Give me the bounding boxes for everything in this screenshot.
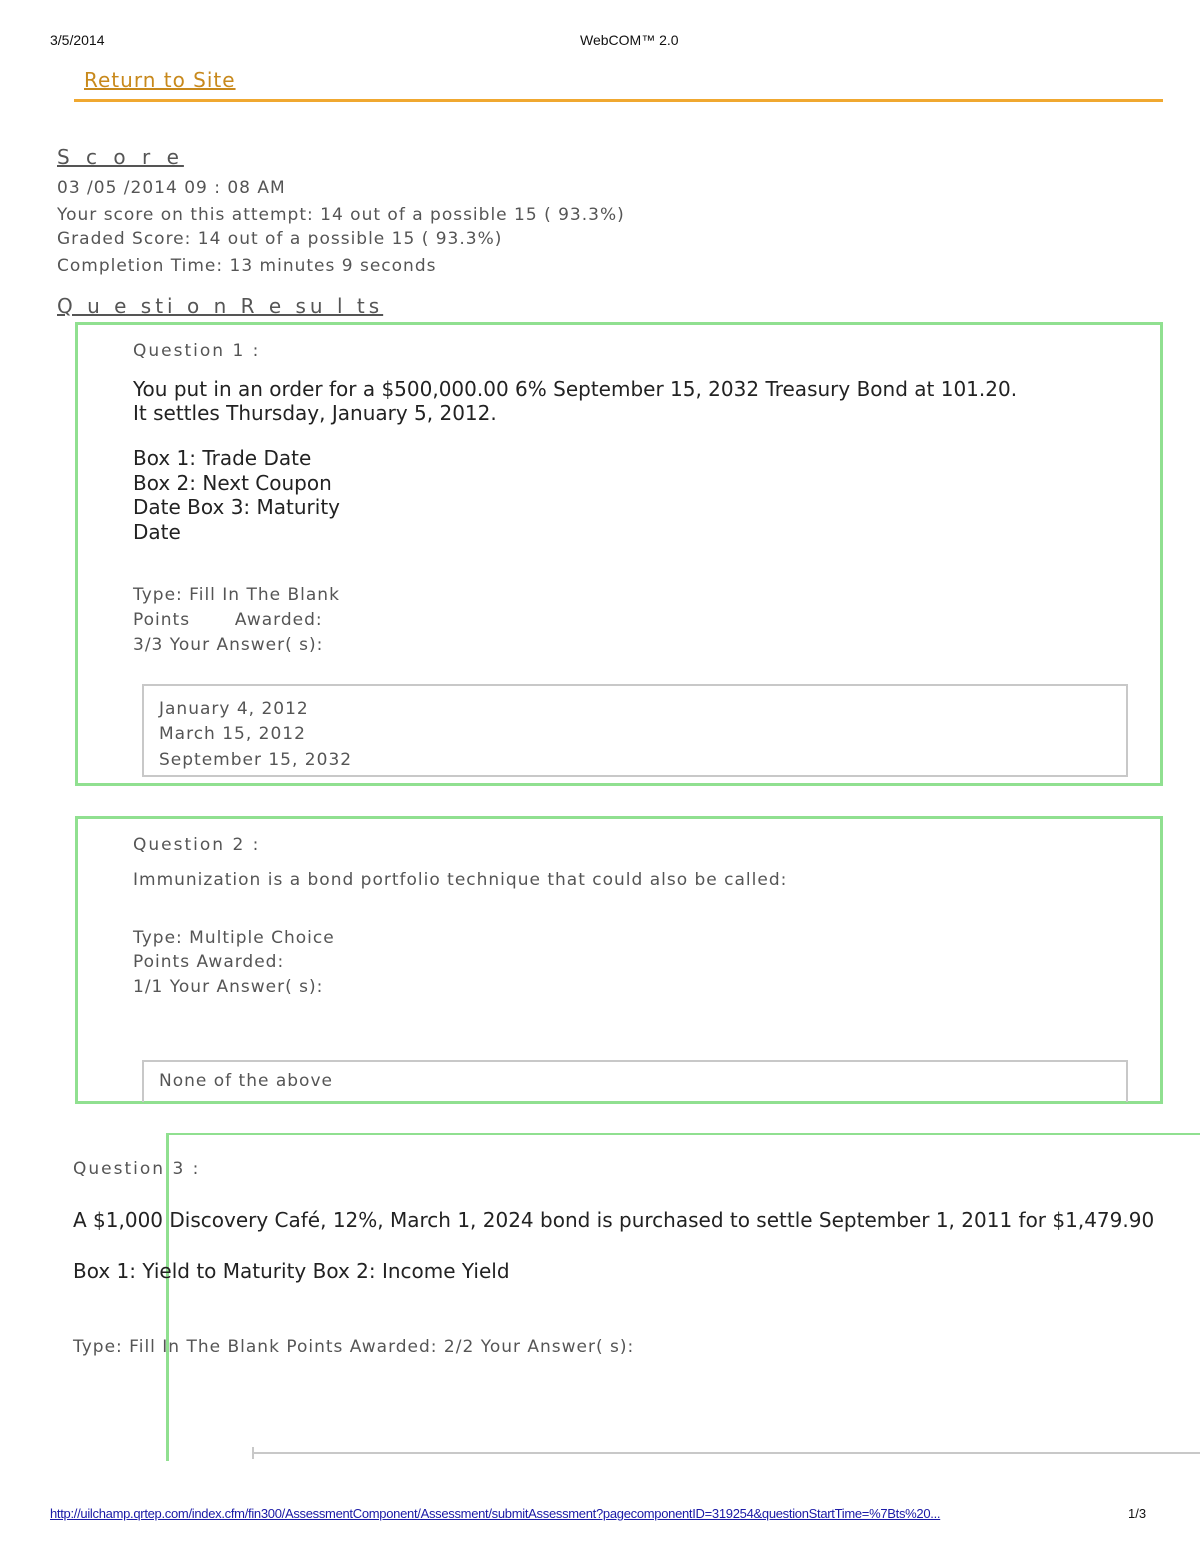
question-2-points-answer-label: 1/1 Your Answer( s): xyxy=(133,977,324,997)
question-3-answer-box-top xyxy=(252,1452,1200,1454)
graded-score: Graded Score: 14 out of a possible 15 ( 93.3%) xyxy=(57,229,503,249)
question-2-type: Type: Multiple Choice xyxy=(133,928,335,948)
question-2-text: Immunization is a bond portfolio technique that could also be called: xyxy=(133,870,788,890)
question-1-text: Box 2: Next Coupon xyxy=(133,471,332,495)
header-divider xyxy=(74,99,1163,102)
question-1-type: Type: Fill In The Blank xyxy=(133,585,340,605)
question-3-card-left-border xyxy=(166,1133,169,1461)
score-timestamp: 03 /05 /2014 09 : 08 AM xyxy=(57,178,286,198)
page-title: WebCOM™ 2.0 xyxy=(580,32,679,48)
footer-url-link[interactable]: http://uilchamp.qrtep.com/index.cfm/fin300/AssessmentComponent/Assessment/submitAssessment?pagecomponentID=319254&questionStartTime=%7Bts%20... xyxy=(50,1506,941,1521)
question-2-label: Question 2 : xyxy=(133,835,261,855)
attempt-score: Your score on this attempt: 14 out of a possible 15 ( 93.3%) xyxy=(57,205,625,225)
question-1-points-label: Points Awarded: xyxy=(133,610,323,630)
page-number: 1/3 xyxy=(1128,1506,1147,1521)
question-3-label: Question 3 : xyxy=(73,1159,201,1179)
print-date: 3/5/2014 xyxy=(50,32,105,48)
question-1-answer: March 15, 2012 xyxy=(159,724,306,744)
question-3-card-top-border xyxy=(166,1133,1200,1135)
question-3-text: A $1,000 Discovery Café, 12%, March 1, 2024 bond is purchased to settle September 1, 2011 for $1,479.90 xyxy=(73,1208,1155,1232)
question-1-text: Box 1: Trade Date xyxy=(133,446,312,470)
question-1-text: Date xyxy=(133,520,181,544)
question-1-text: You put in an order for a $500,000.00 6% September 15, 2032 Treasury Bond at 101.20. xyxy=(133,377,1018,401)
return-to-site-link[interactable]: Return to Site xyxy=(84,68,236,92)
question-1-text: Date Box 3: Maturity xyxy=(133,495,341,519)
question-1-label: Question 1 : xyxy=(133,341,261,361)
question-2-points-label: Points Awarded: xyxy=(133,952,285,972)
question-1-answer: January 4, 2012 xyxy=(159,699,309,719)
question-1-answer: September 15, 2032 xyxy=(159,750,353,770)
question-3-meta: Type: Fill In The Blank Points Awarded: 2/2 Your Answer( s): xyxy=(73,1337,635,1357)
question-results-heading: Q u e sti o n R e su l ts xyxy=(57,294,384,318)
question-1-points-answer-label: 3/3 Your Answer( s): xyxy=(133,635,324,655)
question-1-text: It settles Thursday, January 5, 2012. xyxy=(133,401,497,425)
score-heading: S c o r e xyxy=(57,145,184,169)
completion-time: Completion Time: 13 minutes 9 seconds xyxy=(57,256,437,276)
question-2-answer: None of the above xyxy=(159,1071,333,1091)
question-3-text: Box 1: Yield to Maturity Box 2: Income Yield xyxy=(73,1259,510,1283)
